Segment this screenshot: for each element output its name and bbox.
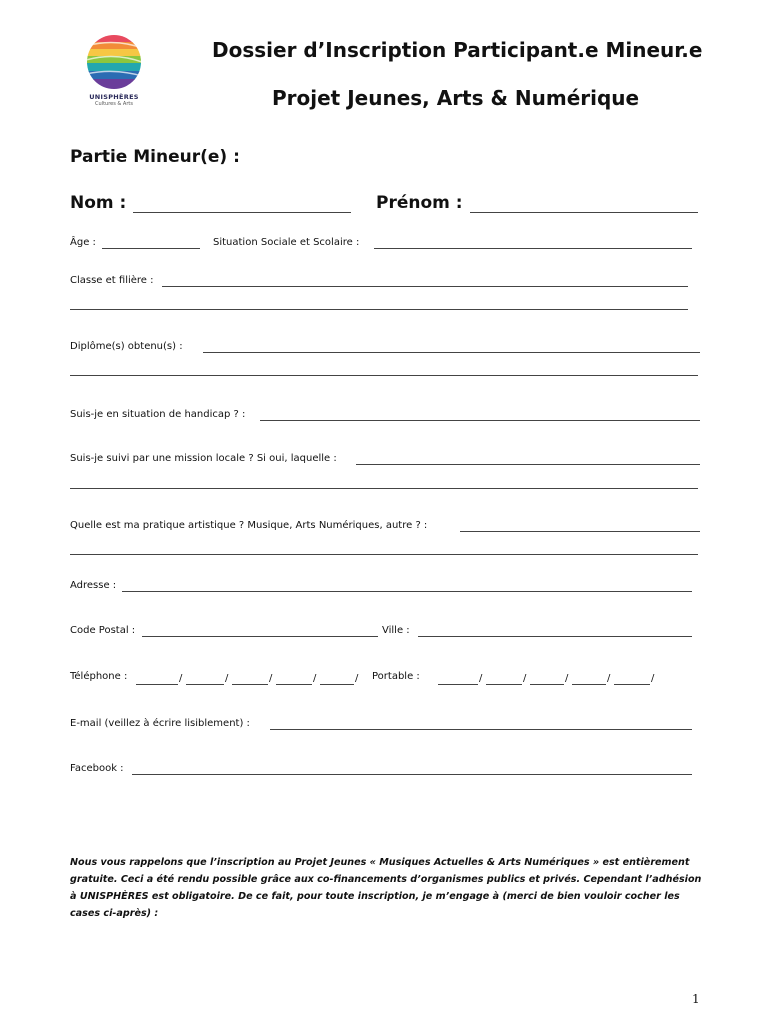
portable-label: Portable : bbox=[372, 671, 420, 682]
portable-segment[interactable] bbox=[438, 684, 478, 685]
logo-brand-name: UNISPHÈRES bbox=[89, 93, 139, 101]
email-field[interactable] bbox=[270, 729, 692, 730]
portable-segment[interactable] bbox=[486, 684, 522, 685]
adresse-field[interactable] bbox=[122, 591, 692, 592]
portable-separator: / bbox=[565, 673, 569, 684]
portable-segment[interactable] bbox=[572, 684, 606, 685]
age-field[interactable] bbox=[102, 248, 200, 249]
age-label: Âge : bbox=[70, 237, 96, 248]
membership-note: Nous vous rappelons que l’inscription au Projet Jeunes « Musiques Actuelles & Arts Numériques » est entièrement gratuite. Ceci a été rendu possible grâce aux co-financements d’organismes publics et privés. Cependant l’adhésion à UNISPHÈRES est obligatoire. De ce fait, pour toute inscription, je m’engage à (merci de bien vouloir cocher les cases ci-après) : bbox=[70, 857, 702, 919]
situation-field[interactable] bbox=[374, 248, 692, 249]
handicap-label: Suis-je en situation de handicap ? : bbox=[70, 409, 246, 420]
classe-field-continued[interactable] bbox=[70, 309, 688, 310]
telephone-segment[interactable] bbox=[136, 684, 178, 685]
mission-label: Suis-je suivi par une mission locale ? Si oui, laquelle : bbox=[70, 453, 337, 464]
nom-field[interactable] bbox=[133, 212, 351, 213]
telephone-separator: / bbox=[179, 673, 183, 684]
telephone-segment[interactable] bbox=[232, 684, 268, 685]
portable-segment[interactable] bbox=[530, 684, 564, 685]
diplome-label: Diplôme(s) obtenu(s) : bbox=[70, 341, 183, 352]
diplome-field-continued[interactable] bbox=[70, 375, 698, 376]
telephone-separator: / bbox=[225, 673, 229, 684]
pratique-field-continued[interactable] bbox=[70, 554, 698, 555]
classe-label: Classe et filière : bbox=[70, 275, 154, 286]
mission-field[interactable] bbox=[356, 464, 700, 465]
facebook-field[interactable] bbox=[132, 774, 692, 775]
portable-separator: / bbox=[651, 673, 655, 684]
telephone-segment[interactable] bbox=[320, 684, 354, 685]
prenom-field[interactable] bbox=[470, 212, 698, 213]
logo-tagline: Cultures & Arts bbox=[95, 101, 133, 107]
ville-label: Ville : bbox=[382, 625, 410, 636]
facebook-label: Facebook : bbox=[70, 763, 124, 774]
prenom-label: Prénom : bbox=[376, 193, 463, 213]
document-title: Dossier d’Inscription Participant.e Mineur.e bbox=[212, 38, 703, 62]
pratique-label: Quelle est ma pratique artistique ? Musique, Arts Numériques, autre ? : bbox=[70, 520, 428, 531]
classe-field[interactable] bbox=[162, 286, 688, 287]
telephone-label: Téléphone : bbox=[70, 671, 128, 682]
logo-sphere-icon bbox=[86, 34, 142, 90]
unispheres-logo bbox=[76, 34, 152, 120]
telephone-segment[interactable] bbox=[186, 684, 224, 685]
telephone-segment[interactable] bbox=[276, 684, 312, 685]
portable-segment[interactable] bbox=[614, 684, 650, 685]
code-postal-label: Code Postal : bbox=[70, 625, 136, 636]
email-label: E-mail (veillez à écrire lisiblement) : bbox=[70, 718, 250, 729]
pratique-field[interactable] bbox=[460, 531, 700, 532]
document-subtitle: Projet Jeunes, Arts & Numérique bbox=[272, 86, 640, 110]
adresse-label: Adresse : bbox=[70, 580, 117, 591]
portable-separator: / bbox=[607, 673, 611, 684]
handicap-field[interactable] bbox=[260, 420, 700, 421]
nom-label: Nom : bbox=[70, 193, 127, 213]
portable-separator: / bbox=[479, 673, 483, 684]
ville-field[interactable] bbox=[418, 636, 692, 637]
code-postal-field[interactable] bbox=[142, 636, 378, 637]
telephone-separator: / bbox=[355, 673, 359, 684]
portable-separator: / bbox=[523, 673, 527, 684]
section-title: Partie Mineur(e) : bbox=[70, 147, 240, 167]
diplome-field[interactable] bbox=[203, 352, 700, 353]
page-number: 1 bbox=[692, 992, 700, 1006]
telephone-separator: / bbox=[313, 673, 317, 684]
situation-label: Situation Sociale et Scolaire : bbox=[213, 237, 360, 248]
mission-field-continued[interactable] bbox=[70, 488, 698, 489]
telephone-separator: / bbox=[269, 673, 273, 684]
